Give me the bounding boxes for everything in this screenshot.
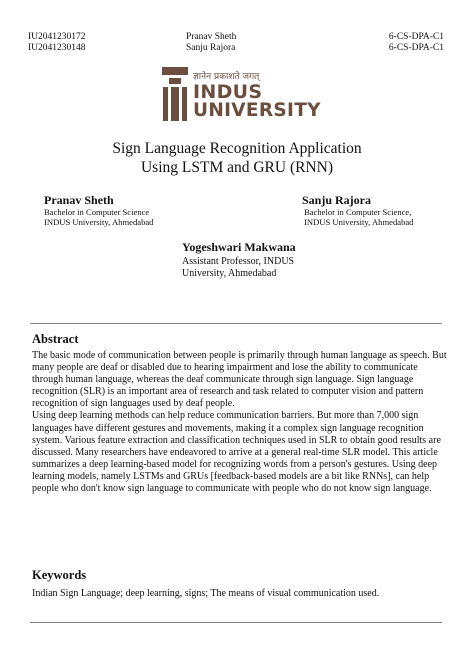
author-2-name: Sanju Rajora	[302, 193, 372, 207]
abstract-paragraph-2: Using deep learning methods can help reduce communication barriers. But more than 7,000 sign languages have different gestures and movements, making it a complex sign language recognition system. Various feature extraction and classification techniques used in SLR to obtain good results are discussed. Many researchers have endeavored to arrive at a general real-time SLR model. This article summarizes a deep learning-based model for recognizing words from a person's gestures. Using deep learning models, namely LSTMs and GRUs [feedback-based models are a bit like RNNs], can help people who don't know sign language to communicate with people who do not know sign language.	[32, 410, 441, 495]
author-3-position: Assistant Professor, INDUS	[182, 256, 295, 267]
author-2-affiliation: INDUS University, Ahmedabad	[304, 217, 414, 227]
header-names	[186, 32, 236, 54]
header-name-2: Sanju Rajora	[186, 43, 236, 53]
author-1-affiliation: INDUS University, Ahmedabad	[44, 217, 154, 227]
header-code-1: 6-CS-DPA-C1	[388, 32, 444, 42]
author-1-degree: Bachelor in Computer Science	[44, 207, 150, 217]
logo-word-university: UNIVERSITY	[193, 100, 321, 121]
paper-title-line-2: Using LSTM and GRU (RNN)	[140, 159, 334, 176]
section-divider-bottom	[30, 622, 442, 623]
university-emblem-icon	[160, 67, 190, 123]
keywords-heading: Keywords	[32, 568, 87, 582]
paper-title-line-1: Sign Language Recognition Application	[112, 140, 362, 157]
header-code-2: 6-CS-DPA-C1	[388, 43, 444, 53]
header-codes	[389, 32, 444, 54]
section-divider-top	[30, 323, 442, 324]
keywords-text: Indian Sign Language; deep learning, signs; The means of visual communication used.	[32, 588, 380, 599]
abstract-paragraph-1: The basic mode of communication between people is primarily through human language as speech. But many people are deaf or disabled due to hearing impairment and lose the ability to communicate through human language, whereas the deaf communicate through sign language. Sign language recognition (SLR) is an important area of research and task related to computer vision and pattern recognition of sign languages used by deaf people.	[32, 350, 447, 410]
header-id-2: IU2041230148	[28, 43, 86, 53]
abstract-heading: Abstract	[32, 332, 79, 346]
header-id-1: IU2041230172	[28, 32, 86, 42]
header-name-1: Pranav Sheth	[186, 32, 237, 42]
paper-title	[0, 139, 474, 177]
university-logo	[160, 67, 321, 127]
logo-tagline: ज्ञानेन प्रकाशते जगत्	[193, 72, 260, 82]
abstract-body	[32, 350, 450, 495]
logo-word-indus: INDUS	[193, 81, 263, 103]
author-3-name: Yogeshwari Makwana	[182, 240, 296, 254]
author-3-affiliation: University, Ahmedabad	[182, 268, 277, 279]
author-2-degree: Bachelor in Computer Science,	[304, 207, 412, 217]
author-1-name: Pranav Sheth	[44, 193, 114, 207]
header-ids	[28, 32, 86, 54]
